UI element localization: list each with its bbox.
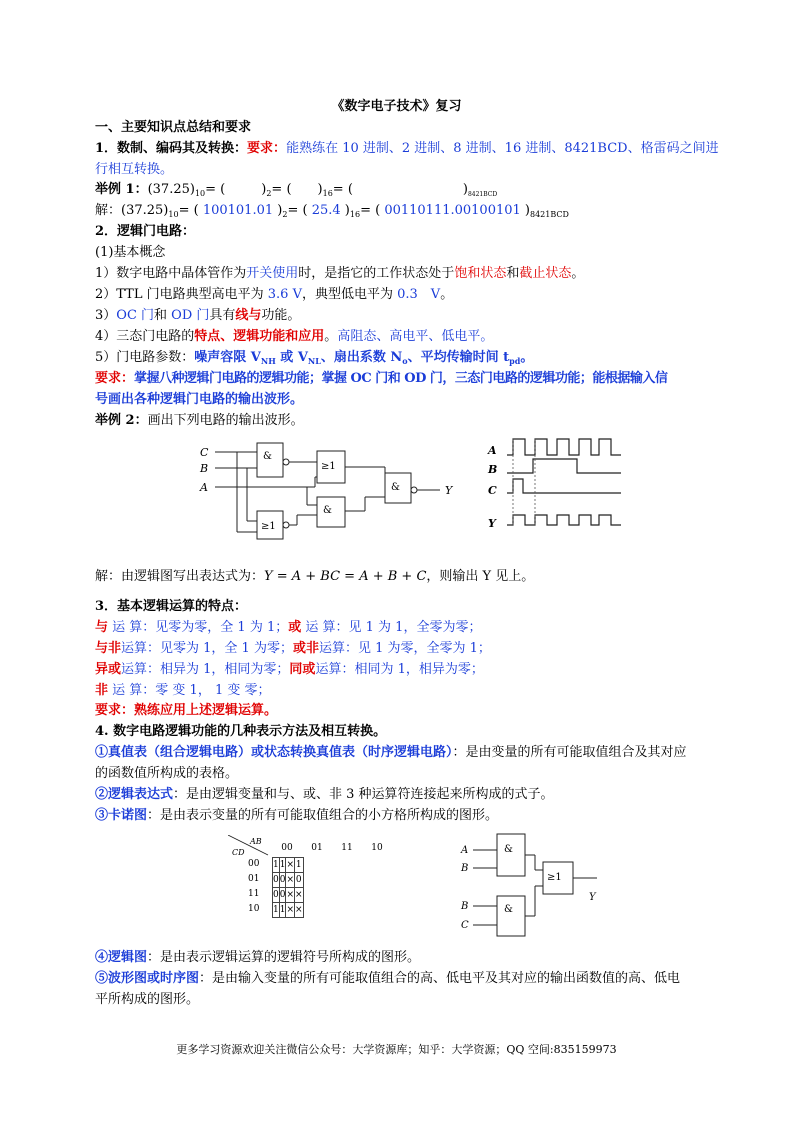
example-1: 举例 1：$(37.25)_{10}=$ ( )$_2=$ ( )$_{16}=$ ( )$_{8421BCD}$ (95, 182, 498, 198)
svg-text:CD: CD (232, 848, 245, 857)
kmap-row: 0 0 × × (273, 888, 304, 903)
s2-item-1: 1）数字电路中晶体管作为开关使用时，是指它的工作状态处于饱和状态和截止状态。 (95, 266, 585, 281)
op-xor-xnor: 异或运算：相异为 1，相同为零；同或运算：相同为 1，相异为零； (95, 662, 484, 677)
wave-label-c: C (488, 484, 497, 497)
op-and-or: 与 运 算：见零为零，全 1 为 1；或 运 算：见 1 为 1，全零为零； (95, 620, 482, 635)
s2-requirement: 要求：掌握八种逻辑门电路的逻辑功能；掌握 OC 门和 OD 门，三态门电路的逻辑功能；能根据输入信 (95, 371, 668, 386)
kmap-row: 1 1 × × (273, 903, 304, 918)
op-nand-nor: 与非运算：见零为 1，全 1 为零；或非运算：见 1 为零，全零为 1； (95, 641, 491, 656)
s2-item-3: 3）OC 门和 OD 门具有线与功能。 (95, 308, 301, 323)
wave-label-y: Y (488, 517, 496, 530)
svg-text:&: & (323, 505, 332, 516)
example-2: 举例 2：画出下列电路的输出波形。 (95, 413, 304, 428)
page-footer: 更多学习资源欢迎关注微信公众号：大学资源库；知乎：大学资源；QQ 空间:835159973 (176, 1043, 617, 1056)
svg-text:&: & (391, 482, 400, 493)
kmap-corner (228, 835, 270, 857)
s4-point-1: ①真值表（组合逻辑电路）或状态转换真值表（时序逻辑电路）：是由变量的所有可能取值组合及其对应 (95, 745, 687, 760)
svg-text:Y: Y (589, 892, 596, 903)
svg-text:&: & (504, 904, 513, 915)
svg-text:&: & (263, 451, 272, 462)
s2-item-5: 5）门电路参数：噪声容限 $V_{NH}$ 或 $V_{NL}$、扇出系数 $N_o$、平均传输时间 $t_{pd}$。 (95, 350, 534, 366)
section-heading-1: 一、主要知识点总结和要求 (95, 120, 252, 135)
input-b-label: B (200, 462, 209, 475)
page-title: 《数字电子技术》复习 (331, 99, 462, 114)
svg-text:≥1: ≥1 (547, 872, 562, 883)
svg-text:B: B (461, 863, 469, 874)
svg-text:C: C (461, 920, 469, 931)
svg-text:AB: AB (250, 837, 262, 846)
s2-heading: 2．逻辑门电路： (95, 224, 196, 239)
kmap-row: 0 0 × 0 (273, 873, 304, 888)
example-1-solution: 解：$(37.25)_{10}=$ ( 100101.01 )$_2=$ ( 25.4 )$_{16}=$ ( 00110111.00100101 )$_{8421BCD}$ (95, 203, 569, 219)
op-not: 非 运 算：零 变 1， 1 变 零； (95, 683, 271, 698)
s2-item-2: 2）TTL 门电路典型高电平为 3.6 V，典型低电平为 0.3 V。 (95, 287, 454, 302)
input-c-label: C (200, 446, 209, 459)
svg-text:≥1: ≥1 (261, 521, 276, 532)
s4-point-5: ⑤波形图或时序图：是由输入变量的所有可能取值组合的高、低电平及其对应的输出函数值的高、低电 (95, 971, 681, 986)
svg-text:&: & (504, 844, 513, 855)
svg-text:B: B (461, 901, 469, 912)
s1-heading: 1．数制、编码其及转换： (95, 141, 248, 156)
s3-heading: 3．基本逻辑运算的特点： (95, 599, 248, 614)
s1-requirement: 1．数制、编码其及转换：要求：能熟练在 10 进制、2 进制、8 进制、16 进制、8421BCD、格雷码之间进 (95, 141, 719, 156)
logic-circuit-1 (195, 435, 465, 545)
s4-point-4: ④逻辑图：是由表示逻辑运算的逻辑符号所构成的图形。 (95, 950, 421, 965)
s3-requirement: 要求：熟练应用上述逻辑运算。 (95, 703, 278, 718)
logic-circuit-2 (455, 830, 615, 940)
example-2-solution: 解：由逻辑图写出表达式为：Y = A + BC = A + B + C，则输出 Y 见上。 (95, 569, 535, 584)
kmap-row: 1 1 × 1 (273, 858, 304, 873)
s4-point-3: ③卡诺图：是由表示变量的所有可能取值组合的小方格所构成的图形。 (95, 808, 499, 823)
wave-label-b: B (488, 463, 498, 476)
svg-text:≥1: ≥1 (321, 461, 336, 472)
input-a-label: A (200, 481, 208, 494)
waveform-diagram (485, 435, 625, 535)
wave-label-a: A (488, 444, 497, 457)
s2-item-4: 4）三态门电路的特点、逻辑功能和应用。高阻态、高电平、低电平。 (95, 329, 494, 344)
svg-text:A: A (461, 845, 469, 856)
s4-point-2: ②逻辑表达式：是由逻辑变量和与、或、非 3 种运算符连接起来所构成的式子。 (95, 787, 554, 802)
s4-heading: 4. 数字电路逻辑功能的几种表示方法及相互转换。 (95, 724, 387, 739)
output-y-label: Y (445, 484, 453, 497)
